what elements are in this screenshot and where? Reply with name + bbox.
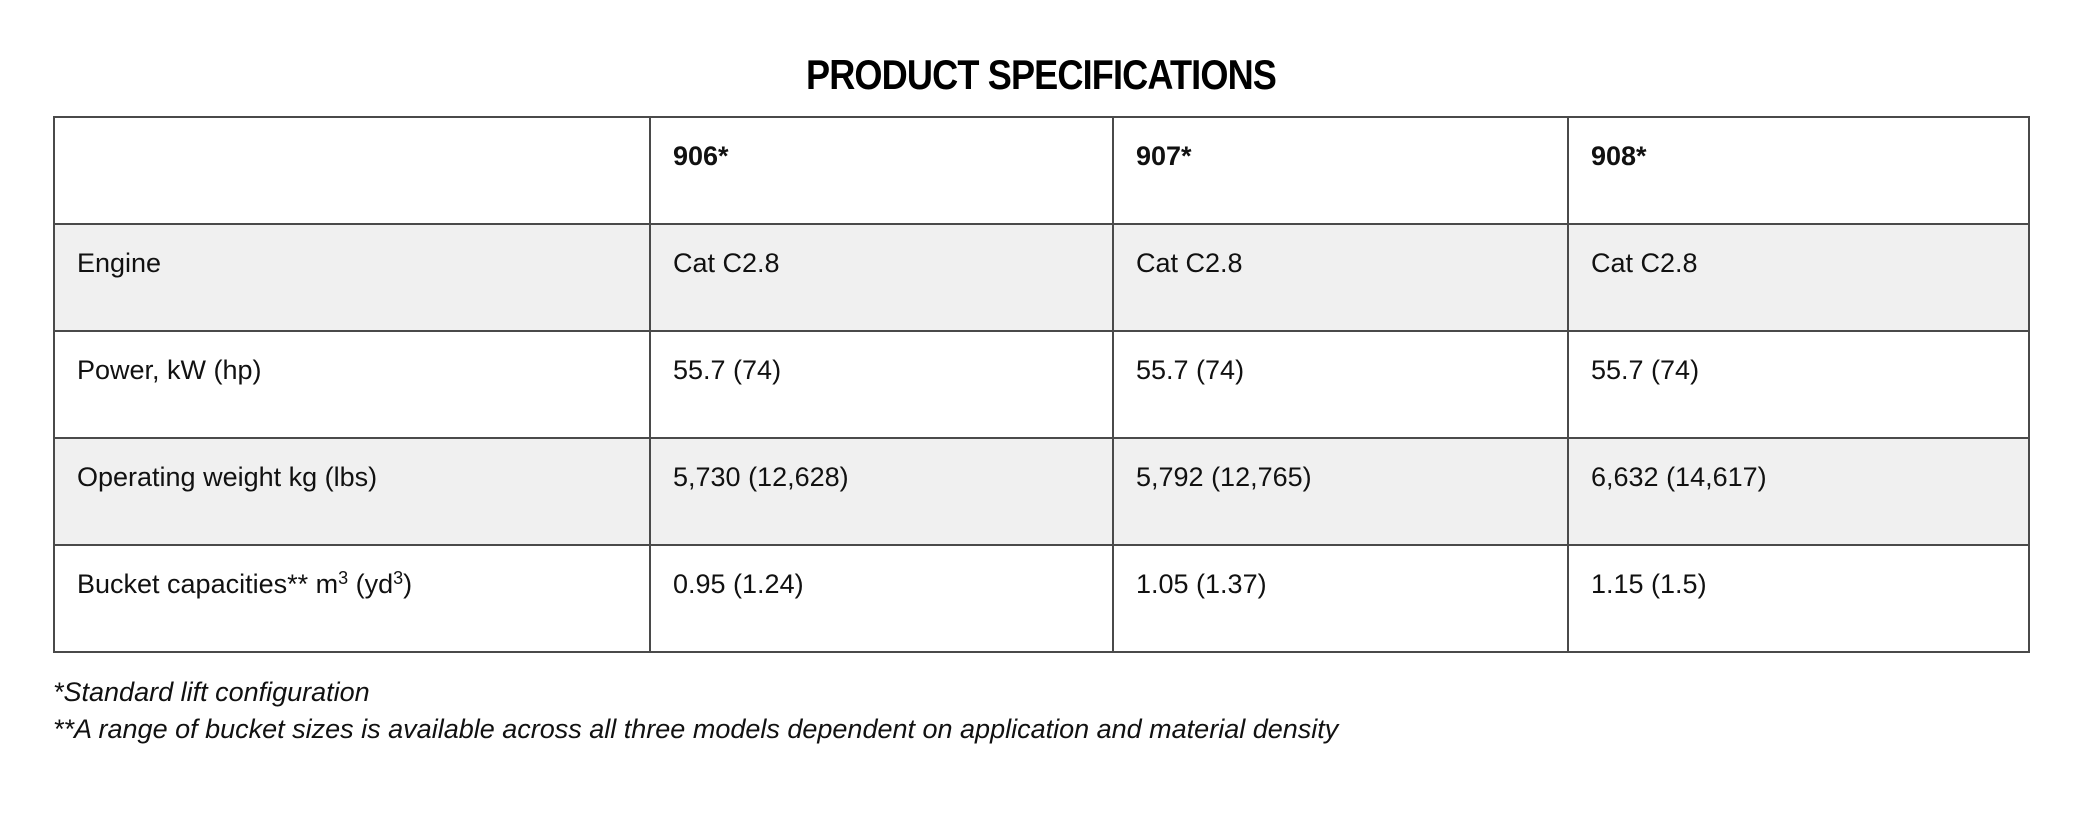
table-header-row [54, 117, 2029, 224]
table-row-operating-weight [54, 438, 2029, 545]
cell-908: Cat C2.8 [1568, 224, 2029, 331]
table-row-bucket-capacities [54, 545, 2029, 652]
cell-907: 55.7 (74) [1113, 331, 1568, 438]
cell-906: 55.7 (74) [650, 331, 1113, 438]
header-cell-908: 908* [1568, 117, 2029, 224]
superscript: 3 [393, 568, 404, 588]
cell-907: Cat C2.8 [1113, 224, 1568, 331]
header-cell-906: 906* [650, 117, 1113, 224]
header-cell-empty [54, 117, 650, 224]
cell-906: Cat C2.8 [650, 224, 1113, 331]
cell-907: 1.05 (1.37) [1113, 545, 1568, 652]
row-label-text: Bucket capacities** m [77, 569, 339, 599]
cell-907: 5,792 (12,765) [1113, 438, 1568, 545]
cell-908: 6,632 (14,617) [1568, 438, 2029, 545]
table-row-power [54, 331, 2029, 438]
cell-906: 5,730 (12,628) [650, 438, 1113, 545]
cell-908: 1.15 (1.5) [1568, 545, 2029, 652]
row-label: Engine [54, 224, 650, 331]
row-label: Operating weight kg (lbs) [54, 438, 650, 545]
table-row-engine [54, 224, 2029, 331]
row-label-text: ) [403, 569, 413, 599]
page-title: PRODUCT SPECIFICATIONS [805, 51, 1277, 98]
header-cell-907: 907* [1113, 117, 1568, 224]
footnote-standard-lift: *Standard lift configuration [53, 677, 370, 707]
footnotes [53, 674, 1338, 748]
row-label: Power, kW (hp) [54, 331, 650, 438]
cell-908: 55.7 (74) [1568, 331, 2029, 438]
cell-906: 0.95 (1.24) [650, 545, 1113, 652]
row-label-text: (yd [348, 569, 394, 599]
superscript: 3 [338, 568, 349, 588]
footnote-bucket-sizes: **A range of bucket sizes is available across all three models dependent on application and material density [53, 714, 1339, 744]
specifications-table [53, 116, 2030, 653]
row-label [54, 545, 650, 652]
